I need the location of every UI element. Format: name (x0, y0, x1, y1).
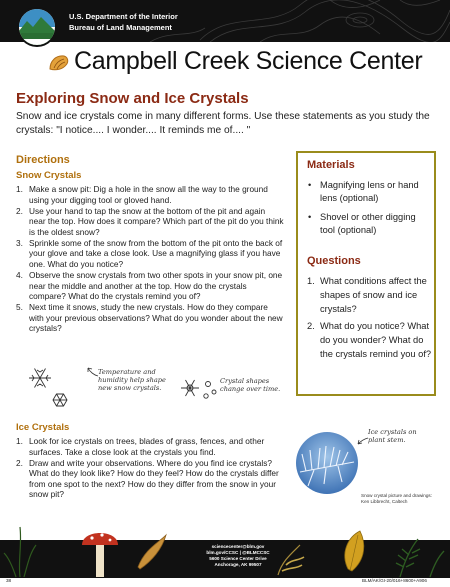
ice-steps-list (16, 436, 281, 500)
list-item: • Magnifying lens or hand lens (optional) (308, 180, 419, 203)
questions-heading: Questions (307, 255, 361, 267)
photo-credit: Snow crystal picture and drawings: Ken Libbrecht, Caltech (361, 493, 432, 504)
temperature-note: Temperature and humidity help shape new snow crystals. (98, 368, 166, 392)
page-number: 38 (6, 578, 12, 583)
seed-icon (138, 535, 166, 569)
contact-email: sciencecenter@blm.gov (211, 544, 265, 549)
crystal-shapes-drawing (178, 374, 222, 404)
contact-info (184, 544, 292, 568)
contact-social: blm.gov/CCSC | @BLMCCSC (206, 550, 270, 555)
leaf-icon (345, 531, 364, 571)
materials-questions-box (296, 151, 436, 396)
snow-steps-list (16, 184, 284, 334)
snow-crystals-heading: Snow Crystals (16, 170, 82, 181)
list-item: 2. Draw and write your observations. Where do you find ice crystals? What do they look like? How do they feel? How do the crystals differ from one spot to the next? How do they differ from the snow in your snow pit? (16, 457, 279, 500)
agency-line-1: U.S. Department of the Interior (69, 12, 178, 21)
topo-contour-pattern (0, 0, 450, 42)
materials-heading: Materials (307, 159, 355, 171)
nature-illustrations (0, 505, 450, 580)
bullet-icon: • (308, 212, 312, 222)
contact-address-2: Anchorage, AK 99507 (214, 562, 262, 567)
list-item: 2. What do you notice? What do you wonder? What do the crystals remind you of? (307, 321, 432, 359)
bullet-icon: • (308, 180, 312, 190)
questions-list (307, 274, 433, 364)
document-number: BLM/AK/GI-20/016+8600+A906 (362, 578, 427, 583)
list-item: 1. Make a snow pit: Dig a hole in the snow all the way to the ground using your digging tool or gloved hand. (16, 184, 268, 205)
materials-list (307, 179, 431, 243)
snowflake-drawings (24, 362, 94, 410)
shapes-note: Crystal shapes change over time. (220, 377, 281, 393)
page-title: Exploring Snow and Ice Crystals (16, 90, 249, 107)
fern-icon (396, 539, 444, 577)
grass-icon (4, 527, 36, 577)
directions-heading: Directions (16, 154, 70, 166)
intro-text: Snow and ice crystals come in many different forms. Use these statements as you study the crystals: "I notice.... I wonder.... It reminds me of.... " (16, 111, 430, 136)
list-item: 2. Use your hand to tap the snow at the bottom of the pit and again near the top. How does it compare? Which part of the pit do you think is the oldest snow? (16, 205, 284, 237)
mushroom-icon (82, 533, 118, 577)
list-item: 1. What conditions affect the shapes of snow and ice crystals? (307, 276, 427, 314)
list-item: • Shovel or other digging tool (optional) (308, 212, 416, 235)
list-item: 5. Next time it snows, study the new crystals. How do they compare with your previous observations? What do you wonder about the new crystals? (16, 302, 283, 334)
shell-logo-icon (48, 53, 70, 73)
header-bar (0, 0, 450, 42)
contact-address-1: 5600 Science Center Drive (209, 556, 267, 561)
center-name: Campbell Creek Science Center (74, 47, 423, 75)
list-item: 4. Observe the snow crystals from two other spots in your snow pit, one near the middle and another at the top. How do the crystals compare? What do the crystals remind you of? (16, 269, 283, 302)
blm-logo (17, 7, 57, 47)
agency-line-2: Bureau of Land Management (69, 23, 172, 32)
ice-on-stem-note: Ice crystals on plant stem. (368, 428, 417, 444)
list-item: 1. Look for ice crystals on trees, blades of grass, fences, and other surfaces. Take a close look at the crystals you find. (16, 436, 265, 457)
list-item: 3. Sprinkle some of the snow from the bottom of the pit onto the back of your glove and take a close look. Use a magnifying glass if you have one. What do you notice? (16, 237, 283, 269)
ice-crystals-heading: Ice Crystals (16, 422, 70, 433)
ice-crystal-photo (296, 432, 358, 494)
